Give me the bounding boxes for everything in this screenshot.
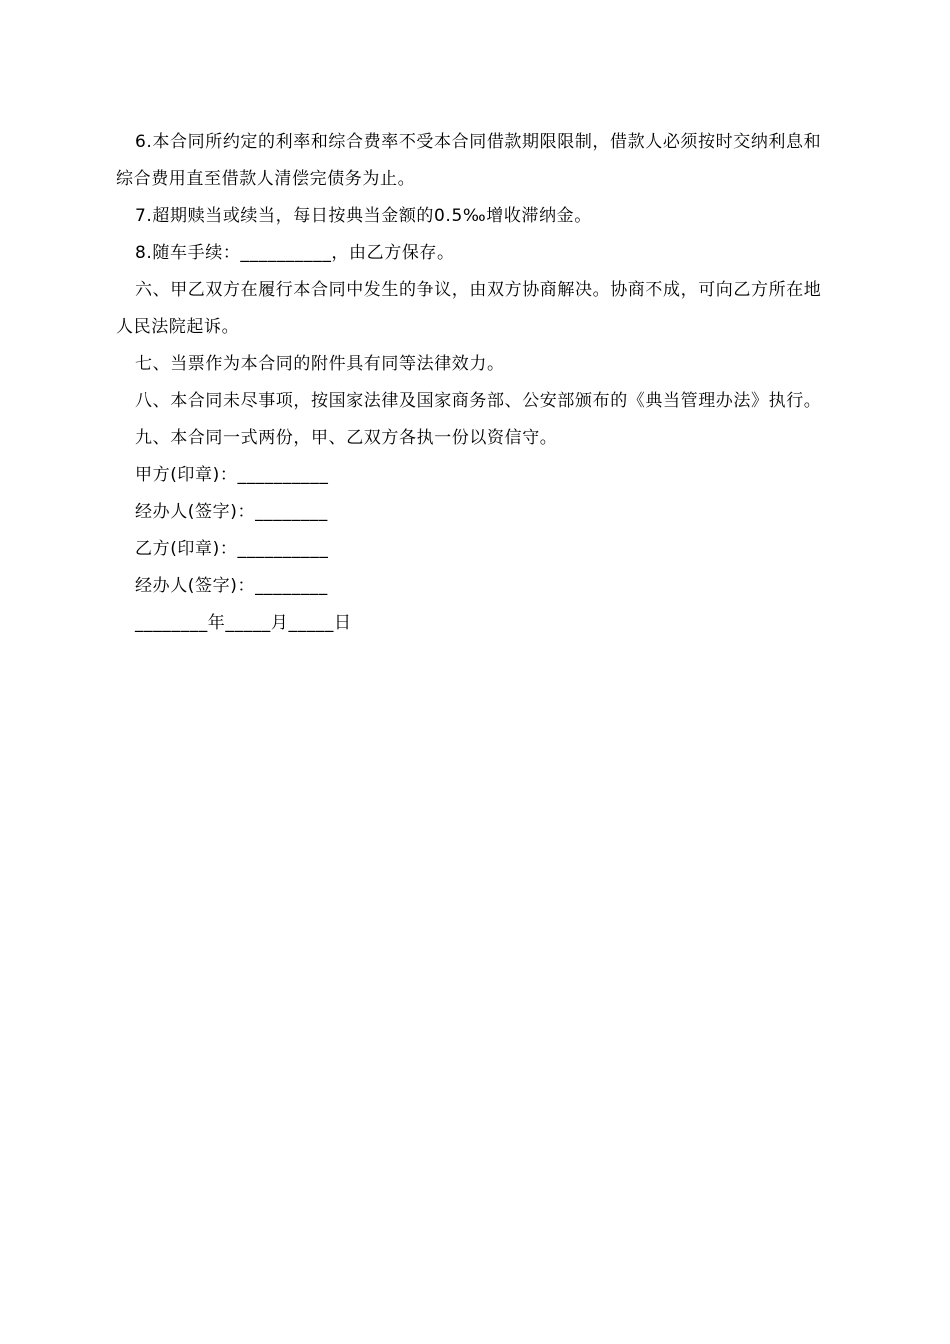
- party-a-seal-line: 甲方(印章)：__________: [135, 465, 329, 485]
- clause-6-rates: 6.本合同所约定的利率和综合费率不受本合同借款期限限制，借款人必须按时交纳利息和综合费用直至借款人清偿完债务为止。: [116, 132, 822, 189]
- party-a-agent-signature-line: 经办人(签字)：________: [135, 502, 328, 522]
- article-9-copies: 九、本合同一式两份，甲、乙双方各执一份以资信守。: [135, 428, 558, 448]
- article-7-pawn-ticket: 七、当票作为本合同的附件具有同等法律效力。: [135, 354, 505, 374]
- article-8-unresolved-matters: 八、本合同未尽事项，按国家法律及国家商务部、公安部颁布的《典当管理办法》执行。: [135, 391, 822, 411]
- party-b-seal-line: 乙方(印章)：__________: [135, 539, 329, 559]
- article-6-disputes: 六、甲乙双方在履行本合同中发生的争议，由双方协商解决。协商不成，可向乙方所在地人民法院起诉。: [116, 280, 822, 337]
- document-body: [116, 124, 836, 642]
- date-line: ________年_____月_____日: [135, 613, 352, 633]
- party-b-agent-signature-line: 经办人(签字)：________: [135, 576, 328, 596]
- clause-8-vehicle-documents: 8.随车手续：__________，由乙方保存。: [135, 243, 455, 263]
- clause-7-late-fee: 7.超期赎当或续当，每日按典当金额的0.5‰增收滞纳金。: [135, 206, 592, 226]
